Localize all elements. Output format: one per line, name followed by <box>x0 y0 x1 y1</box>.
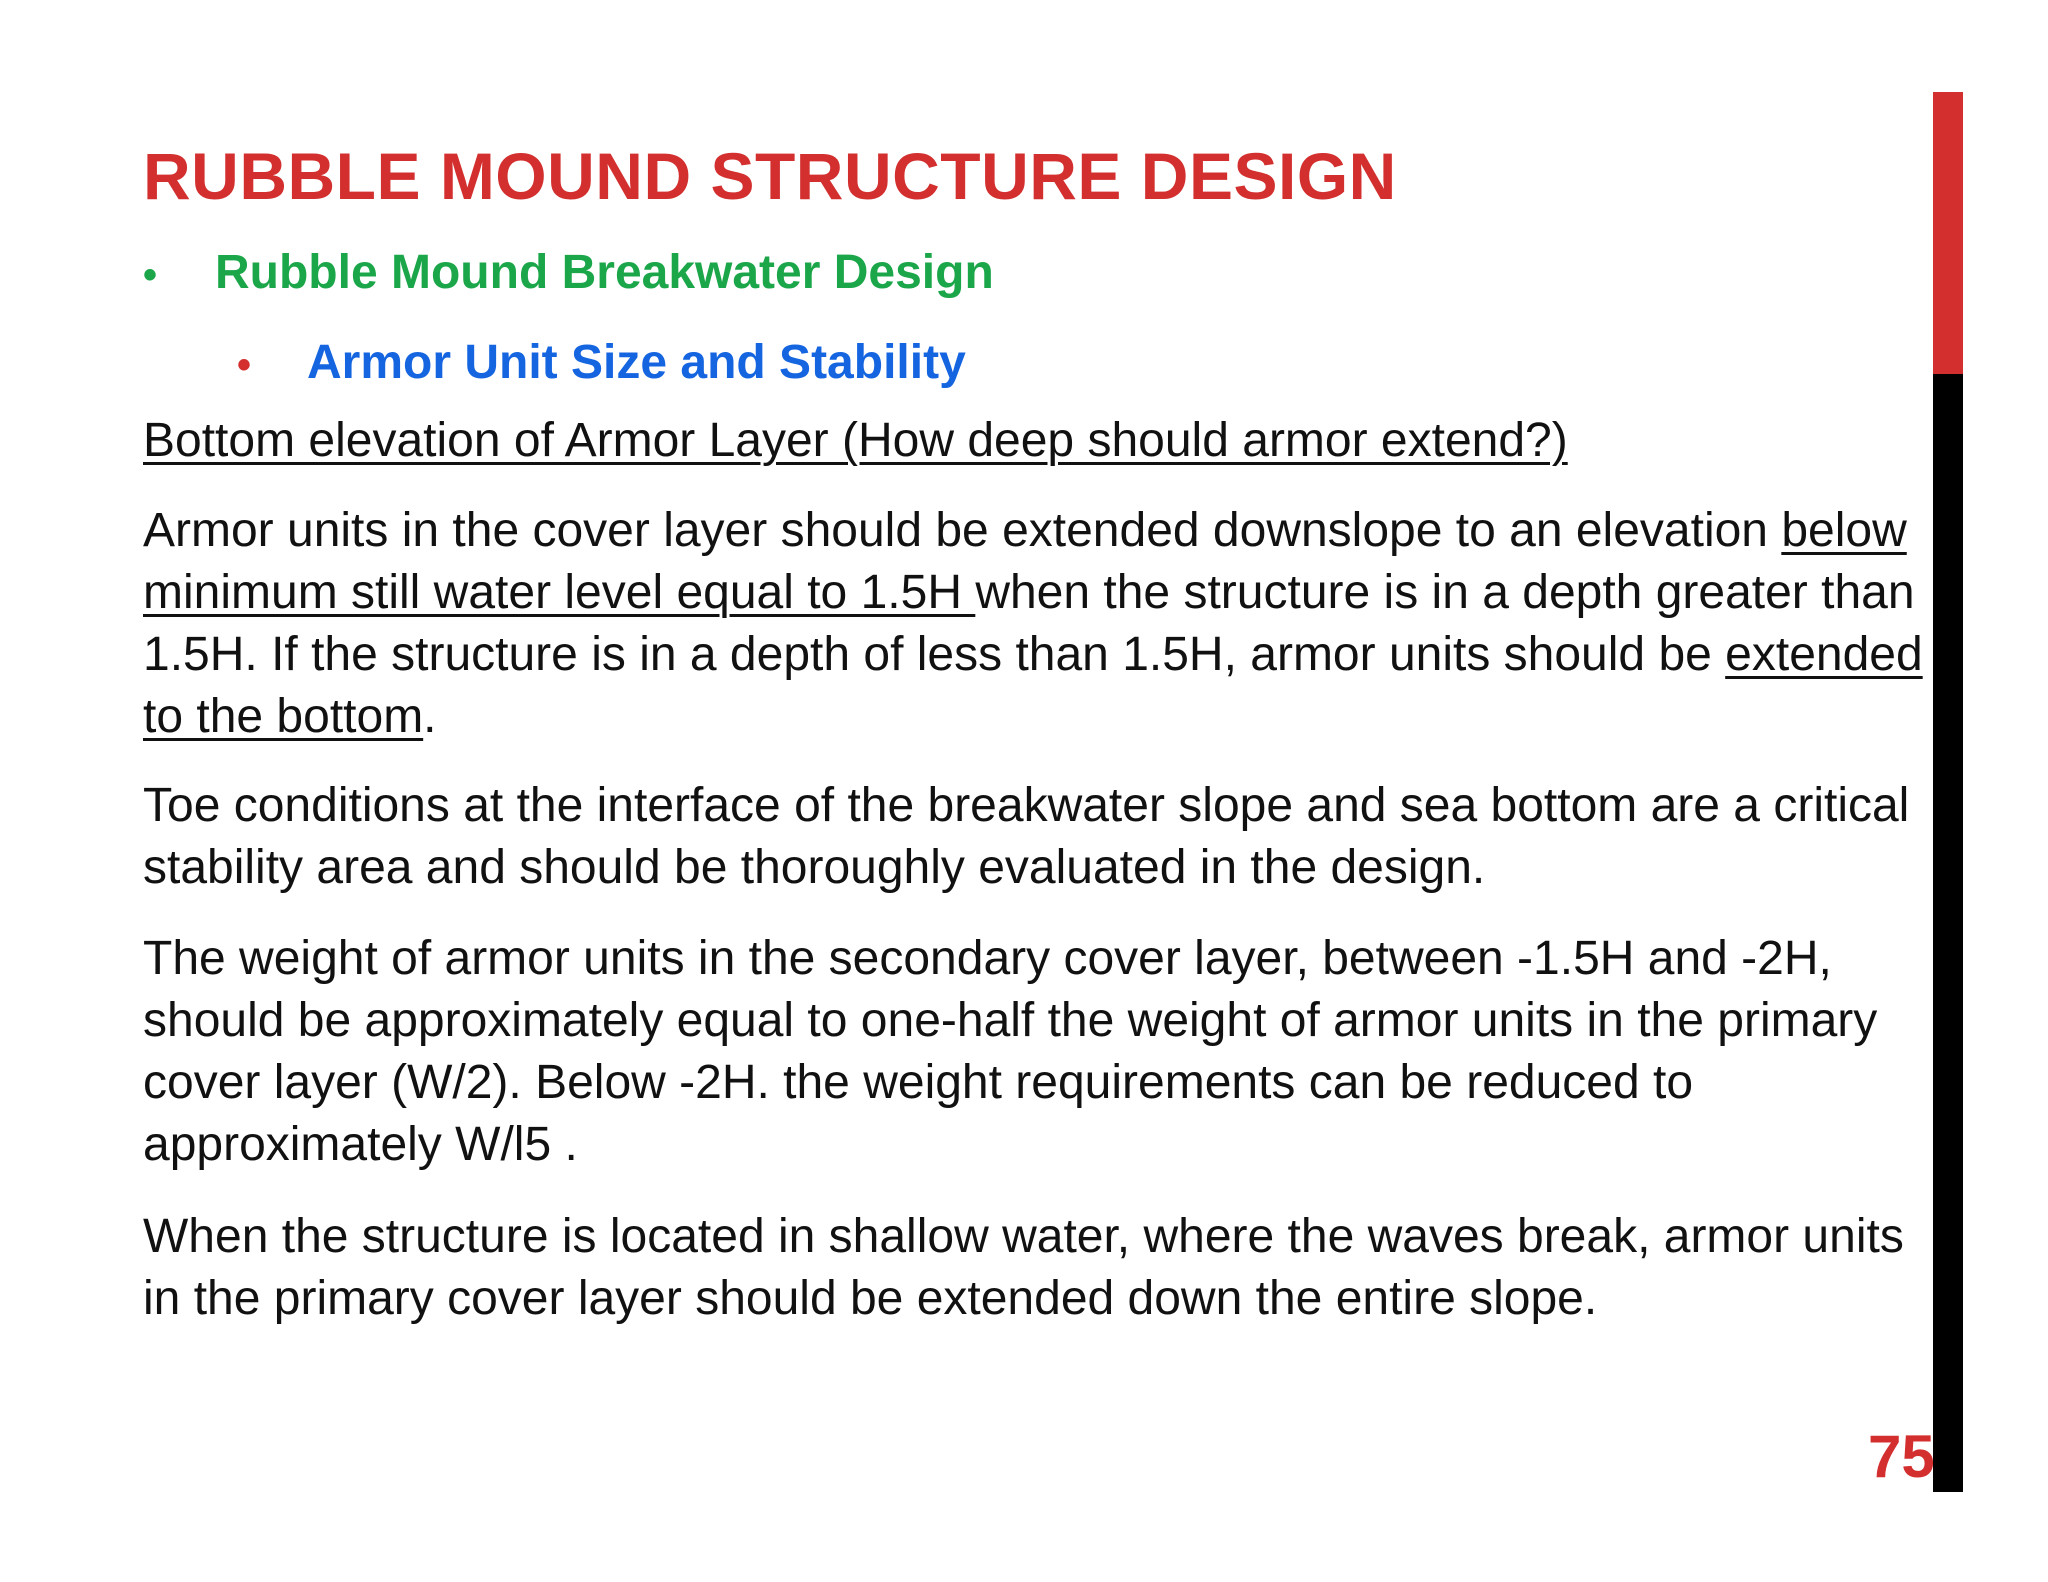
bullet-dot-icon: • <box>237 343 252 387</box>
paragraph-armor-weight: The weight of armor units in the secondary cover layer, between -1.5H and -2H, should be approximately equal to one-half the weight of armor units in the primary cover layer (W/2). Below -2H. the weight requirements can be reduced to approximately W/l5 . <box>143 932 1878 1171</box>
bullet-level-1 <box>143 244 994 304</box>
paragraph-text: . <box>423 690 437 743</box>
paragraph-armor-extent <box>143 500 1923 748</box>
section-heading: Bottom elevation of Armor Layer (How deep should armor extend?) <box>143 414 1568 467</box>
underlined-text: below minimum still water level equal to 1.5H <box>143 504 1907 619</box>
accent-bar-red <box>1933 92 1963 374</box>
slide-title: RUBBLE MOUND STRUCTURE DESIGN <box>143 139 1397 213</box>
paragraph-text: when the structure is in a depth greater than 1.5H. If the structure is in a depth of less than 1.5H, armor units should be <box>143 566 1915 681</box>
page-number: 75 <box>1868 1423 1935 1490</box>
bullet-level-2 <box>237 334 966 394</box>
underlined-text: extended to the bottom <box>143 628 1923 743</box>
paragraph-text: Armor units in the cover layer should be extended downslope to an elevation <box>143 504 1782 557</box>
paragraph-toe-conditions: Toe conditions at the interface of the breakwater slope and sea bottom are a critical stability area and should be thoroughly evaluated in the design. <box>143 779 1910 894</box>
accent-bar-black <box>1933 374 1963 1492</box>
paragraph-shallow-water: When the structure is located in shallow water, where the waves break, armor units in the primary cover layer should be extended down the entire slope. <box>143 1210 1904 1325</box>
bullet-dot-icon: • <box>143 253 158 297</box>
bullet-level-1-text: Rubble Mound Breakwater Design <box>215 246 994 299</box>
bullet-level-2-text: Armor Unit Size and Stability <box>307 336 966 389</box>
